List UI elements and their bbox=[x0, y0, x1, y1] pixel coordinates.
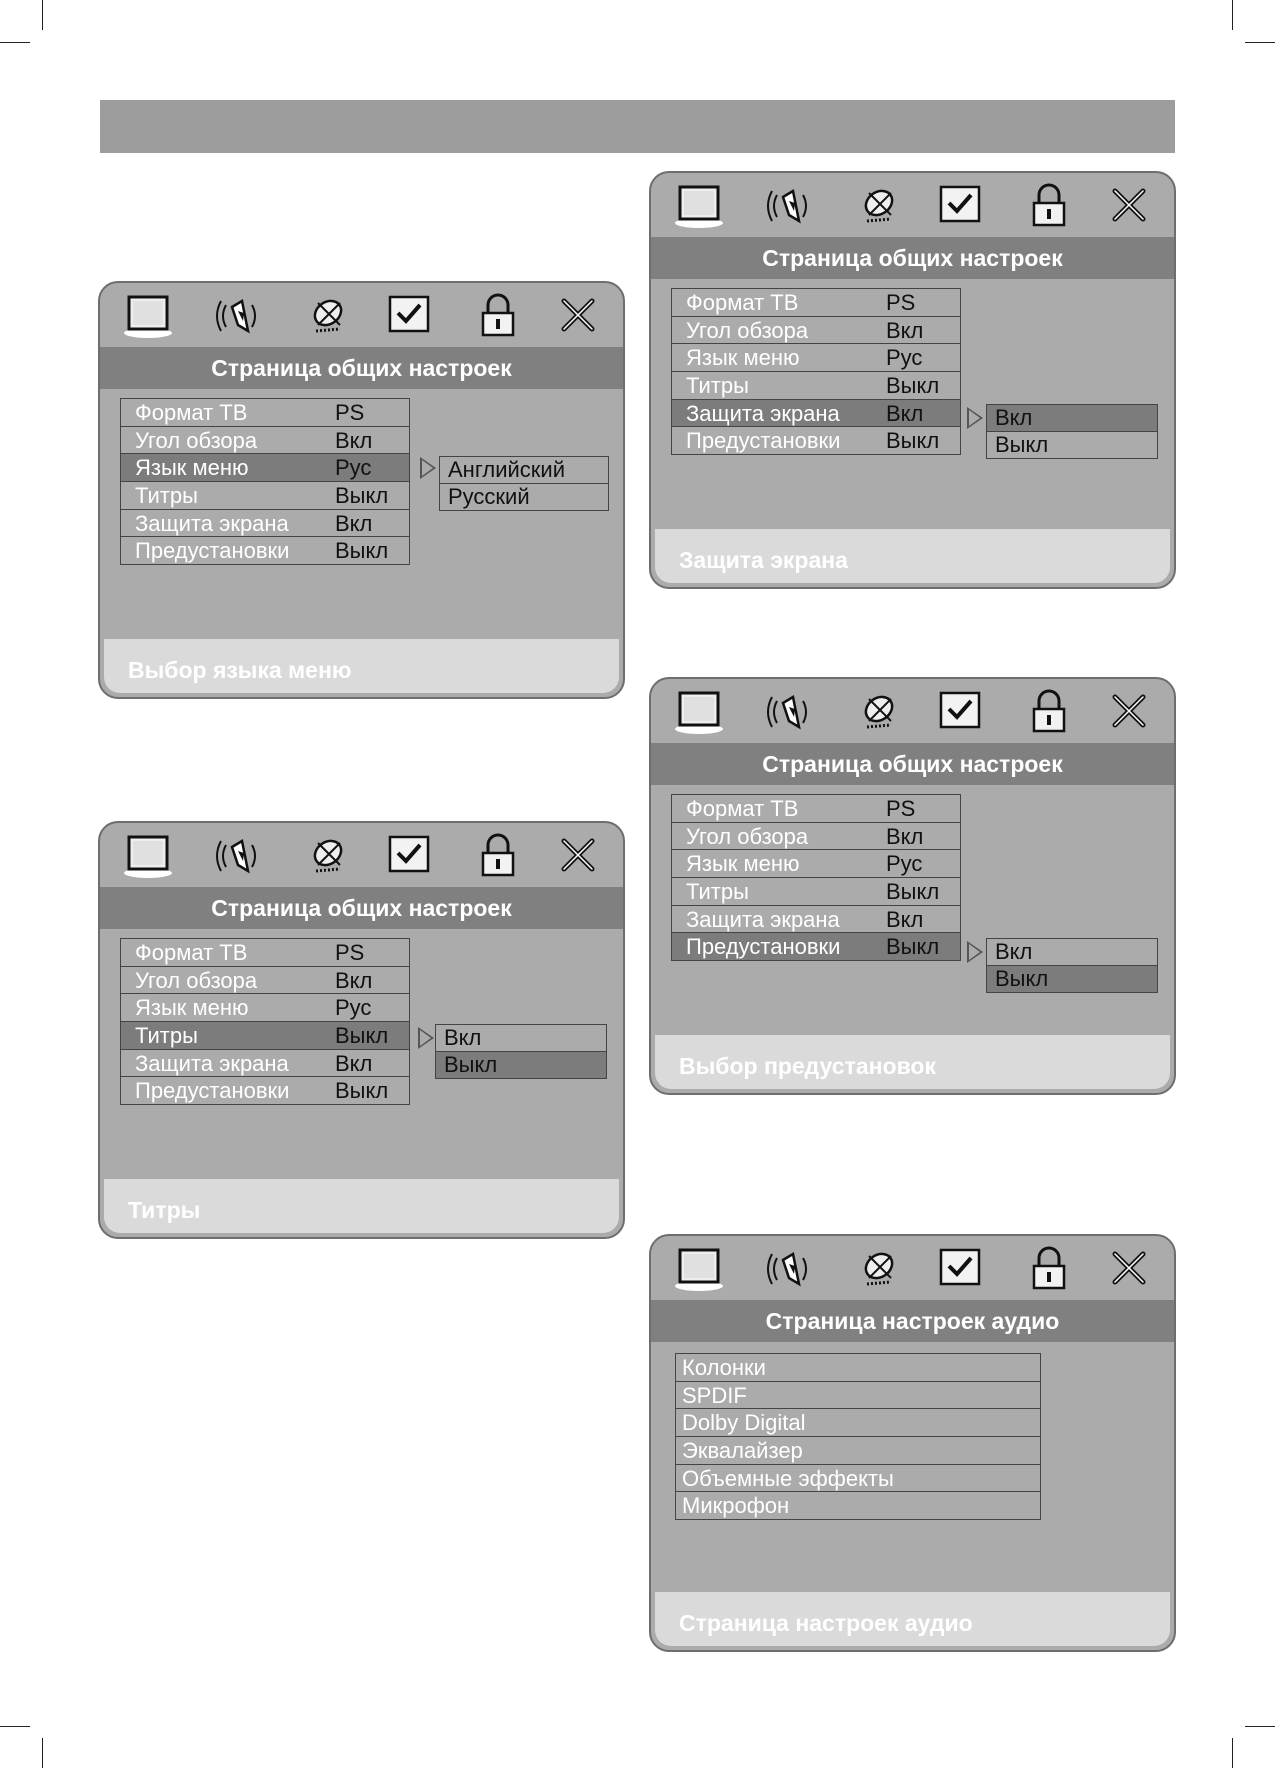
menu-row-tv-format[interactable] bbox=[120, 398, 410, 427]
row-label: Защита экрана bbox=[135, 510, 289, 536]
crop-mark bbox=[1232, 1738, 1233, 1768]
audio-menu bbox=[675, 1354, 1041, 1520]
crop-mark bbox=[42, 0, 43, 30]
satellite-dish-icon[interactable] bbox=[853, 687, 905, 737]
submenu-options bbox=[435, 1025, 607, 1079]
checkbox-icon[interactable] bbox=[933, 1244, 985, 1294]
icon-bar bbox=[651, 679, 1174, 743]
icon-bar bbox=[100, 283, 623, 347]
crop-mark bbox=[0, 1726, 30, 1727]
submenu-options bbox=[986, 939, 1158, 993]
menu-row-tv-format[interactable] bbox=[120, 938, 410, 967]
row-label: Dolby Digital bbox=[682, 1410, 806, 1436]
row-label: Предустановки bbox=[686, 934, 841, 960]
settings-panel-presets bbox=[649, 677, 1176, 1095]
row-value: Вкл bbox=[335, 967, 373, 993]
menu-row-screensaver[interactable] bbox=[671, 905, 961, 934]
row-label: Угол обзора bbox=[686, 317, 809, 343]
option-on[interactable]: Вкл bbox=[986, 938, 1158, 966]
satellite-dish-icon[interactable] bbox=[853, 1244, 905, 1294]
row-label: Язык меню bbox=[686, 851, 800, 877]
row-label: Защита экрана bbox=[686, 906, 840, 932]
speaker-icon[interactable] bbox=[212, 831, 264, 881]
page-title: Страница общих настроек bbox=[100, 347, 623, 389]
satellite-dish-icon[interactable] bbox=[302, 291, 354, 341]
speaker-icon[interactable] bbox=[763, 687, 815, 737]
status-bar: Выбор предустановок bbox=[655, 1035, 1170, 1089]
satellite-dish-icon[interactable] bbox=[853, 181, 905, 231]
submenu-arrow-icon bbox=[967, 941, 983, 963]
menu-row-spdif[interactable] bbox=[675, 1381, 1041, 1410]
row-value: Рус bbox=[335, 455, 372, 481]
menu-row-angle[interactable] bbox=[120, 426, 410, 455]
menu-row-angle[interactable] bbox=[120, 966, 410, 995]
status-bar: Защита экрана bbox=[655, 529, 1170, 583]
row-label: Объемные эффекты bbox=[682, 1465, 894, 1491]
row-label: Язык меню bbox=[686, 345, 800, 371]
menu-row-speakers[interactable] bbox=[675, 1353, 1041, 1382]
menu-row-subtitles[interactable] bbox=[120, 481, 410, 510]
row-value: Выкл bbox=[335, 483, 389, 509]
page-title: Страница общих настроек bbox=[651, 237, 1174, 279]
row-value: Рус bbox=[335, 995, 372, 1021]
row-value: Выкл bbox=[335, 538, 389, 564]
row-label: Колонки bbox=[682, 1355, 766, 1380]
checkbox-icon[interactable] bbox=[382, 291, 434, 341]
row-value: Рус bbox=[886, 345, 923, 371]
settings-panel-subtitles bbox=[98, 821, 625, 1239]
settings-panel-audio bbox=[649, 1234, 1176, 1652]
option-off[interactable]: Выкл bbox=[986, 965, 1158, 993]
status-bar: Титры bbox=[104, 1179, 619, 1233]
tv-monitor-icon[interactable] bbox=[122, 831, 174, 881]
row-value: Вкл bbox=[886, 400, 924, 426]
submenu-options bbox=[439, 457, 609, 511]
menu-row-menu-language[interactable] bbox=[120, 453, 410, 482]
speaker-icon[interactable] bbox=[763, 181, 815, 231]
menu-row-angle[interactable] bbox=[671, 316, 961, 345]
row-label: Микрофон bbox=[682, 1493, 790, 1519]
row-label: Предустановки bbox=[135, 538, 290, 564]
checkbox-icon[interactable] bbox=[933, 181, 985, 231]
row-label: Угол обзора bbox=[135, 427, 258, 453]
row-value: PS bbox=[886, 796, 916, 821]
menu-row-microphone[interactable] bbox=[675, 1491, 1041, 1520]
row-label: Эквалайзер bbox=[682, 1438, 803, 1464]
menu-row-presets[interactable] bbox=[120, 536, 410, 565]
tv-monitor-icon[interactable] bbox=[122, 291, 174, 341]
page-title: Страница настроек аудио bbox=[651, 1300, 1174, 1342]
crop-mark bbox=[42, 1738, 43, 1768]
row-value: PS bbox=[335, 400, 365, 425]
row-value: Вкл bbox=[335, 427, 373, 453]
menu-row-dolby-digital[interactable] bbox=[675, 1408, 1041, 1437]
settings-menu bbox=[120, 399, 410, 565]
row-label: Титры bbox=[686, 879, 749, 905]
tv-monitor-icon[interactable] bbox=[673, 687, 725, 737]
menu-row-presets[interactable] bbox=[120, 1076, 410, 1105]
row-label: Формат ТВ bbox=[135, 940, 248, 965]
icon-bar bbox=[651, 1236, 1174, 1300]
settings-panel-menu-language bbox=[98, 281, 625, 699]
page-title: Страница общих настроек bbox=[100, 887, 623, 929]
menu-row-equalizer[interactable] bbox=[675, 1436, 1041, 1465]
settings-menu bbox=[671, 795, 961, 961]
close-icon[interactable] bbox=[552, 831, 604, 881]
submenu-options bbox=[986, 405, 1158, 459]
row-label: Формат ТВ bbox=[135, 400, 248, 425]
menu-row-menu-language[interactable] bbox=[671, 343, 961, 372]
speaker-icon[interactable] bbox=[212, 291, 264, 341]
row-label: Предустановки bbox=[686, 428, 841, 454]
menu-row-subtitles[interactable] bbox=[671, 371, 961, 400]
row-value: Выкл bbox=[886, 879, 940, 905]
row-label: Формат ТВ bbox=[686, 796, 799, 821]
padlock-icon[interactable] bbox=[1023, 687, 1075, 737]
row-value: Выкл bbox=[335, 1078, 389, 1104]
option-off[interactable]: Выкл bbox=[435, 1051, 607, 1079]
crop-mark bbox=[0, 42, 30, 43]
padlock-icon[interactable] bbox=[472, 831, 524, 881]
padlock-icon[interactable] bbox=[1023, 181, 1075, 231]
row-value: Вкл bbox=[335, 1050, 373, 1076]
row-label: Защита экрана bbox=[686, 400, 840, 426]
submenu-arrow-icon bbox=[420, 457, 436, 479]
row-label: Титры bbox=[135, 1023, 198, 1049]
row-value: Выкл bbox=[886, 373, 940, 399]
submenu-arrow-icon bbox=[967, 407, 983, 429]
crop-mark bbox=[1245, 1726, 1275, 1727]
option-on[interactable]: Вкл bbox=[986, 404, 1158, 432]
close-icon[interactable] bbox=[1103, 1244, 1155, 1294]
menu-row-angle[interactable] bbox=[671, 822, 961, 851]
crop-mark bbox=[1232, 0, 1233, 30]
speaker-icon[interactable] bbox=[763, 1244, 815, 1294]
menu-row-menu-language[interactable] bbox=[671, 849, 961, 878]
menu-row-subtitles[interactable] bbox=[120, 1021, 410, 1050]
option-on[interactable]: Вкл bbox=[435, 1024, 607, 1052]
status-bar: Выбор языка меню bbox=[104, 639, 619, 693]
tv-monitor-icon[interactable] bbox=[673, 1244, 725, 1294]
menu-row-tv-format[interactable] bbox=[671, 794, 961, 823]
option-off[interactable]: Выкл bbox=[986, 431, 1158, 459]
row-value: PS bbox=[335, 940, 365, 965]
header-bar bbox=[100, 100, 1175, 153]
crop-mark bbox=[1245, 42, 1275, 43]
menu-row-screensaver[interactable] bbox=[671, 399, 961, 428]
row-value: Вкл bbox=[886, 317, 924, 343]
row-value: Вкл bbox=[335, 510, 373, 536]
satellite-dish-icon[interactable] bbox=[302, 831, 354, 881]
settings-menu bbox=[120, 939, 410, 1105]
tv-monitor-icon[interactable] bbox=[673, 181, 725, 231]
row-label: Предустановки bbox=[135, 1078, 290, 1104]
page-title: Страница общих настроек bbox=[651, 743, 1174, 785]
row-value: Вкл bbox=[886, 906, 924, 932]
padlock-icon[interactable] bbox=[472, 291, 524, 341]
menu-row-tv-format[interactable] bbox=[671, 288, 961, 317]
menu-row-subtitles[interactable] bbox=[671, 877, 961, 906]
row-label: Титры bbox=[686, 373, 749, 399]
row-value: Вкл bbox=[886, 823, 924, 849]
checkbox-icon[interactable] bbox=[933, 687, 985, 737]
row-value: PS bbox=[886, 290, 916, 315]
settings-panel-screensaver bbox=[649, 171, 1176, 589]
menu-row-presets[interactable] bbox=[671, 426, 961, 455]
row-label: Угол обзора bbox=[686, 823, 809, 849]
status-bar: Страница настроек аудио bbox=[655, 1592, 1170, 1646]
menu-row-screensaver[interactable] bbox=[120, 1049, 410, 1078]
icon-bar bbox=[100, 823, 623, 887]
row-label: Язык меню bbox=[135, 455, 249, 481]
row-value: Рус bbox=[886, 851, 923, 877]
menu-row-menu-language[interactable] bbox=[120, 993, 410, 1022]
menu-row-surround[interactable] bbox=[675, 1464, 1041, 1493]
row-label: Угол обзора bbox=[135, 967, 258, 993]
close-icon[interactable] bbox=[1103, 181, 1155, 231]
menu-row-presets[interactable] bbox=[671, 932, 961, 961]
checkbox-icon[interactable] bbox=[382, 831, 434, 881]
row-label: Защита экрана bbox=[135, 1050, 289, 1076]
option-russian[interactable]: Русский bbox=[439, 483, 609, 511]
settings-menu bbox=[671, 289, 961, 455]
row-value: Выкл bbox=[886, 428, 940, 454]
close-icon[interactable] bbox=[1103, 687, 1155, 737]
option-english[interactable]: Английский bbox=[439, 456, 609, 484]
submenu-arrow-icon bbox=[418, 1027, 434, 1049]
row-label: Язык меню bbox=[135, 995, 249, 1021]
menu-row-screensaver[interactable] bbox=[120, 509, 410, 538]
row-label: SPDIF bbox=[682, 1382, 747, 1408]
row-label: Титры bbox=[135, 483, 198, 509]
padlock-icon[interactable] bbox=[1023, 1244, 1075, 1294]
close-icon[interactable] bbox=[552, 291, 604, 341]
icon-bar bbox=[651, 173, 1174, 237]
row-value: Выкл bbox=[335, 1023, 389, 1049]
row-value: Выкл bbox=[886, 934, 940, 960]
row-label: Формат ТВ bbox=[686, 290, 799, 315]
